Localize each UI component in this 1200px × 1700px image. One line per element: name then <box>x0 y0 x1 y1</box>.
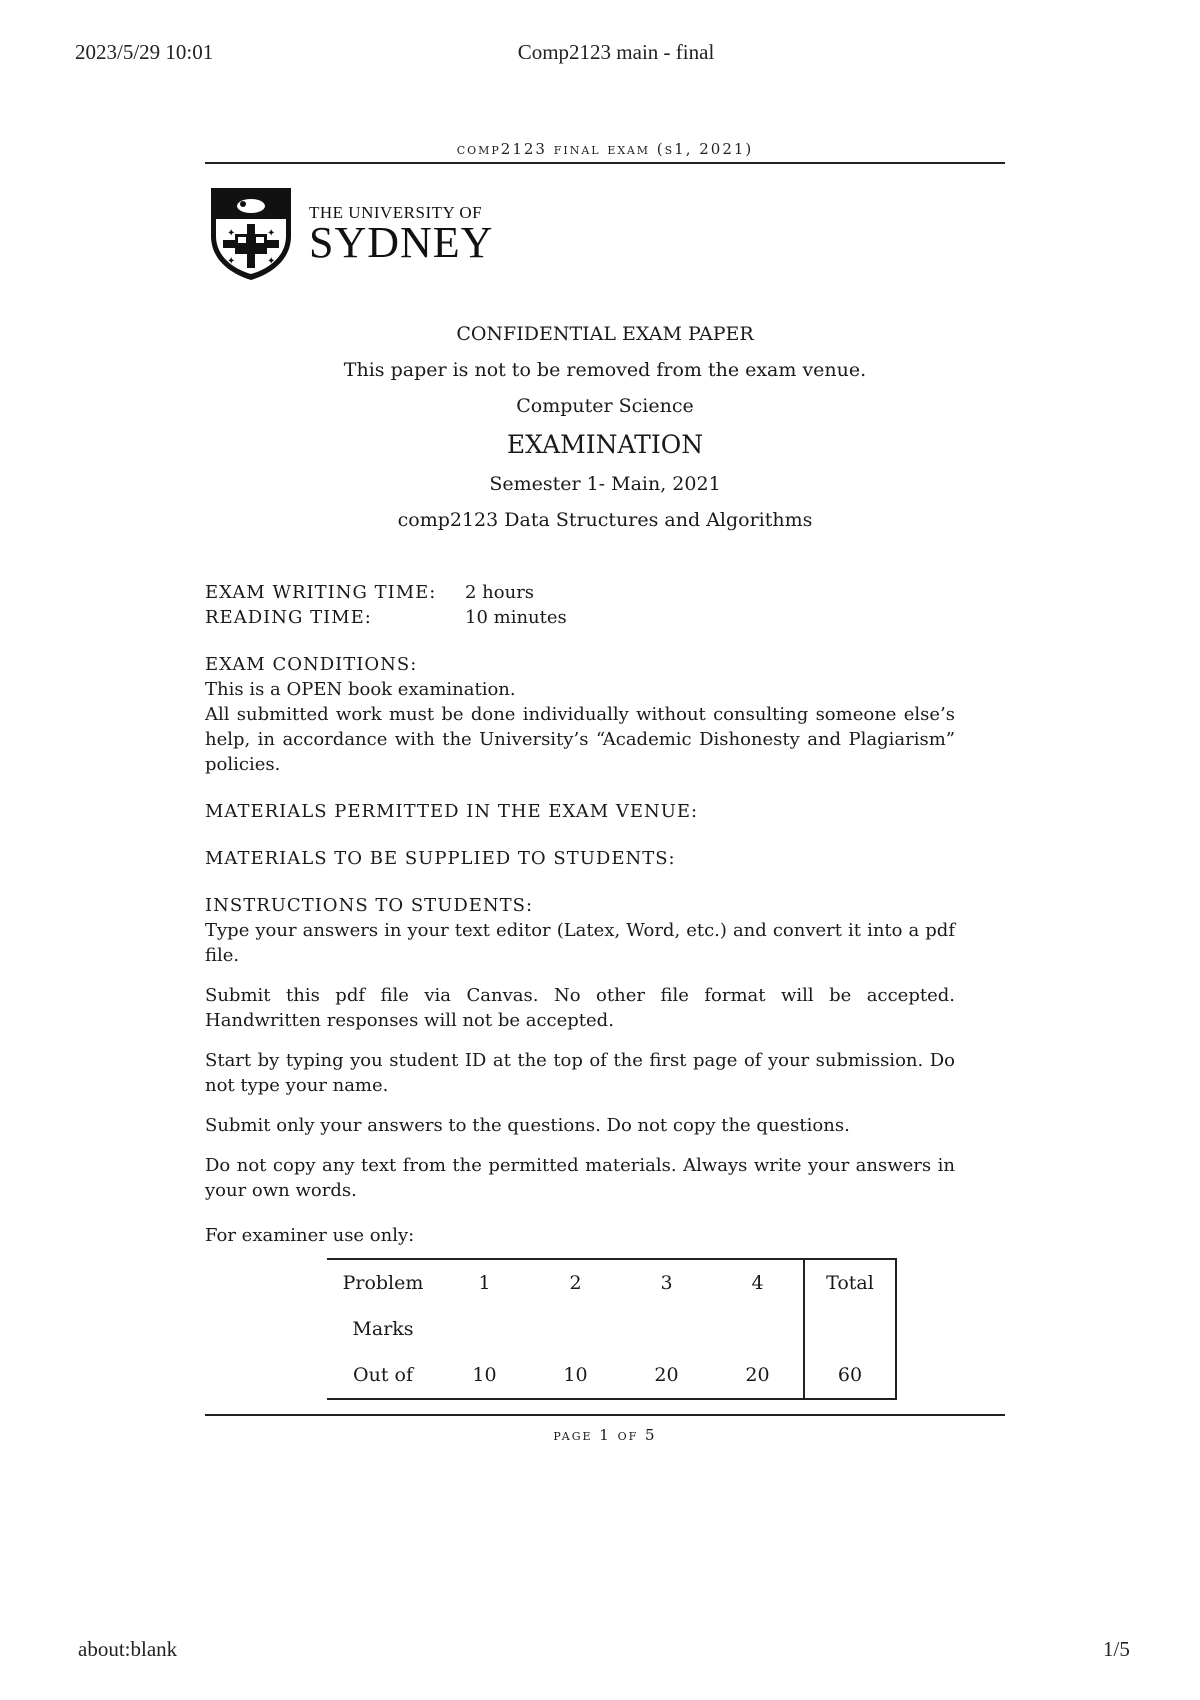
instruction-item: Do not copy any text from the permitted materials. Always write your answers in your own words. <box>205 1155 955 1201</box>
exam-conditions <box>205 652 1005 777</box>
logo-line-small: THE UNIVERSITY OF <box>309 203 483 222</box>
svg-text:✦: ✦ <box>227 228 236 239</box>
conditions-line-1: This is a OPEN book examination. <box>205 679 516 700</box>
examiner-section <box>205 1223 1005 1400</box>
top-rule <box>205 162 1005 164</box>
department: Computer Science <box>516 395 694 417</box>
marks-cell <box>712 1306 804 1352</box>
svg-text:✦: ✦ <box>267 256 276 267</box>
out-of-cell: 10 <box>472 1363 497 1386</box>
exam-title-block <box>205 316 1005 538</box>
out-of-cell: 20 <box>745 1363 770 1386</box>
table-row <box>327 1306 896 1352</box>
svg-text:✦: ✦ <box>267 228 276 239</box>
university-logo <box>205 184 1005 282</box>
examiner-label: For examiner use only: <box>205 1225 415 1246</box>
marks-cell <box>439 1306 530 1352</box>
writing-time-value: 2 hours <box>465 582 535 603</box>
instruction-item: Submit this pdf file via Canvas. No other file format will be accepted. Handwritten responses will not be accepted. <box>205 985 955 1031</box>
out-of-total: 60 <box>804 1352 896 1399</box>
instruction-item: Type your answers in your text editor (Latex, Word, etc.) and convert it into a pdf file. <box>205 920 955 966</box>
exam-page <box>205 140 1005 1444</box>
print-datetime: 2023/5/29 10:01 <box>75 40 214 64</box>
out-of-cell: 20 <box>654 1363 679 1386</box>
reading-time-value: 10 minutes <box>465 607 567 628</box>
logo-line-big: SYDNEY <box>309 218 494 267</box>
table-row <box>327 1259 896 1306</box>
instructions-label: INSTRUCTIONS TO STUDENTS: <box>205 895 534 916</box>
problem-number: 1 <box>478 1271 491 1294</box>
total-header: Total <box>804 1259 896 1306</box>
instruction-item: Start by typing you student ID at the top of the first page of your submission. Do not type your name. <box>205 1050 955 1096</box>
reading-time-label: READING TIME: <box>205 607 372 628</box>
marks-header: Marks <box>352 1317 414 1340</box>
out-of-header: Out of <box>353 1363 413 1386</box>
conditions-label: EXAM CONDITIONS: <box>205 654 418 675</box>
examination-heading: EXAMINATION <box>506 430 704 459</box>
exam-times <box>205 580 1005 630</box>
svg-text:✦: ✦ <box>227 256 236 267</box>
confidential-label: CONFIDENTIAL EXAM PAPER <box>456 323 754 345</box>
print-title: Comp2123 main - final <box>517 40 715 64</box>
page-number: page 1 of 5 <box>553 1426 657 1444</box>
print-page-count: 1/5 <box>1103 1637 1130 1661</box>
problem-number: 3 <box>660 1271 673 1294</box>
marks-table <box>327 1258 897 1400</box>
instructions <box>205 893 1005 1203</box>
materials-supplied: MATERIALS TO BE SUPPLIED TO STUDENTS: <box>205 848 676 869</box>
not-removed-notice: This paper is not to be removed from the exam venue. <box>343 359 867 381</box>
conditions-line-2: All submitted work must be done individually without consulting someone else’s help, in accordance with the University’s “Academic Dishonesty and Plagiarism” policies. <box>205 704 955 775</box>
problem-number: 4 <box>751 1271 764 1294</box>
university-crest-icon <box>205 184 297 282</box>
print-url: about:blank <box>78 1637 178 1661</box>
semester: Semester 1- Main, 2021 <box>489 473 721 495</box>
problem-number: 2 <box>569 1271 582 1294</box>
marks-cell <box>621 1306 712 1352</box>
logo-wordmark <box>309 203 494 267</box>
course-title: comp2123 Data Structures and Algorithms <box>397 509 813 531</box>
materials-permitted: MATERIALS PERMITTED IN THE EXAM VENUE: <box>205 801 699 822</box>
out-of-cell: 10 <box>563 1363 588 1386</box>
marks-total-cell <box>804 1306 896 1352</box>
bottom-rule <box>205 1414 1005 1416</box>
marks-cell <box>530 1306 621 1352</box>
table-row <box>327 1352 896 1399</box>
running-head: comp2123 final exam (s1, 2021) <box>456 140 754 158</box>
problem-header: Problem <box>342 1271 424 1294</box>
instruction-item: Submit only your answers to the questions. Do not copy the questions. <box>205 1115 850 1136</box>
writing-time-label: EXAM WRITING TIME: <box>205 582 437 603</box>
